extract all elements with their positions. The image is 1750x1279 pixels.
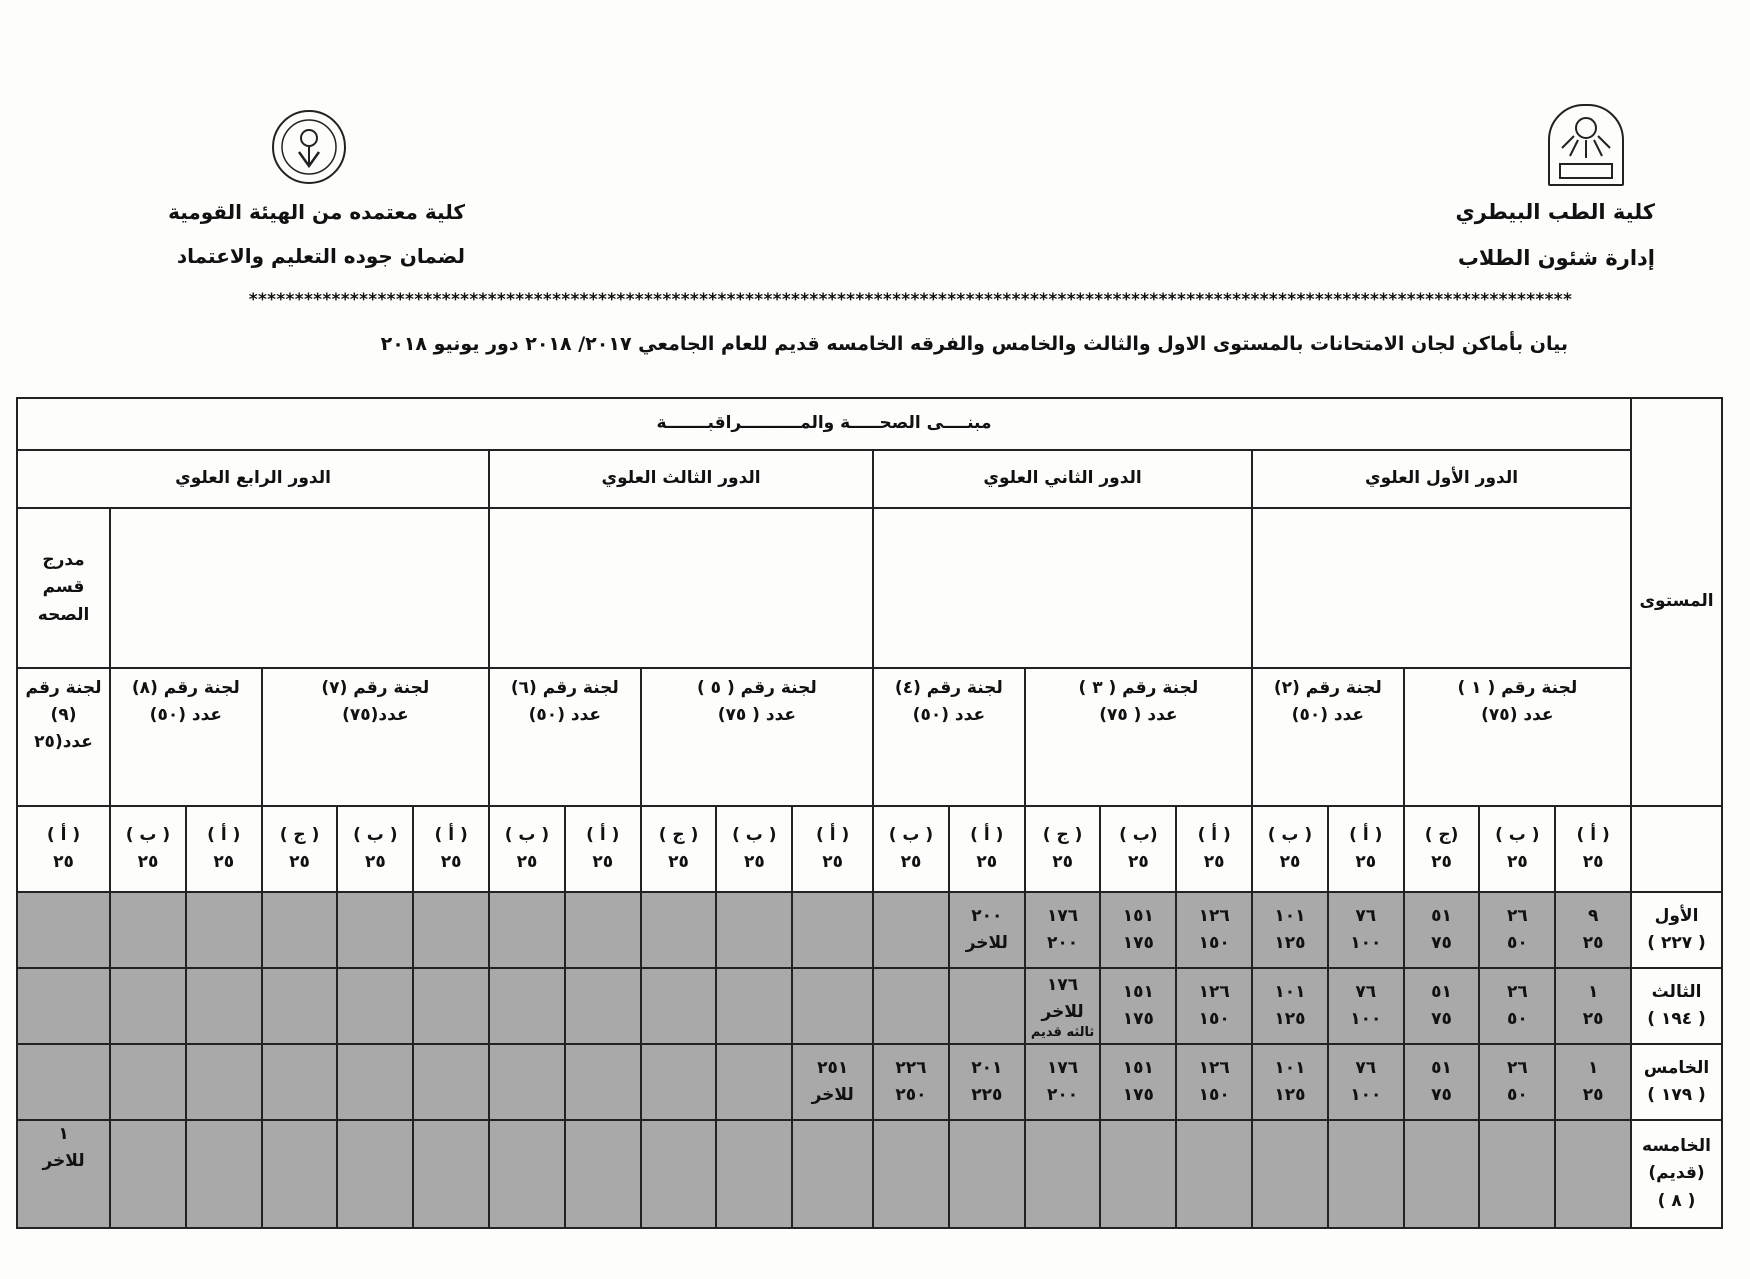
table-cell [1252,1120,1328,1228]
table-cell [413,1044,489,1120]
table-cell: ١٧٦ ٢٠٠ [1025,892,1101,968]
side-note-line: قسم [42,577,85,598]
section-header: ( أ ) ٢٥ [1555,806,1631,892]
side-note-line: الصحه [37,604,90,625]
section-header: ( أ ) ٢٥ [1328,806,1404,892]
table-cell [262,1120,338,1228]
table-cell: ٢٦ ٥٠ [1479,968,1555,1044]
table-cell: ٢٥١ للاخر [792,1044,873,1120]
table-cell [1176,1120,1252,1228]
committee-7: لجنة رقم (٧) عدد(٧٥) [262,668,489,806]
document-title: بيان بأماكن لجان الامتحانات بالمستوى الاول والثالث والخامس والفرقه الخامسه قديم للعام الجامعي ٢٠١٧/ ٢٠١٨ دور يونيو ٢٠١٨ [380,333,1568,355]
committee-4: لجنة رقم (٤) عدد (٥٠) [873,668,1025,806]
table-cell [489,968,565,1044]
committee-2: لجنة رقم (٢) عدد (٥٠) [1252,668,1404,806]
table-cell: ٢٠٠ للاخر [949,892,1025,968]
level-header: المستوى [1631,398,1722,806]
table-cell [337,1044,413,1120]
table-cell [873,892,949,968]
table-cell [565,892,641,968]
table-cell [716,1120,792,1228]
faculty-logo [270,108,348,186]
floor-3-header: الدور الثالث العلوي [489,450,873,508]
level-first: الأول ( ٢٢٧ ) [1631,892,1722,968]
accreditation-line-1: كلية معتمده من الهيئة القومية [168,200,465,224]
section-header: ( ب ) ٢٥ [1252,806,1328,892]
table-cell [565,1120,641,1228]
floor-1-header: الدور الأول العلوي [1252,450,1631,508]
health-hall-note [17,508,110,668]
table-cell [716,892,792,968]
table-cell [110,1044,186,1120]
table-cell: ١٥١ ١٧٥ [1100,1044,1176,1120]
table-cell: ٩ ٢٥ [1555,892,1631,968]
table-cell [262,1044,338,1120]
table-cell [110,892,186,968]
table-cell [873,968,949,1044]
floor-2-blank [873,508,1252,668]
table-cell [1100,1120,1176,1228]
building-header: مبنــــى الصحـــــة والمــــــــــراقبـــــــة [17,398,1631,450]
table-cell: ١٢٦ ١٥٠ [1176,968,1252,1044]
table-cell [949,1120,1025,1228]
section-header: ( ب ) ٢٥ [337,806,413,892]
table-cell: ١٥١ ١٧٥ [1100,892,1176,968]
table-cell: ١ ٢٥ [1555,968,1631,1044]
section-header: ( أ ) ٢٥ [17,806,110,892]
table-cell: ١٠١ ١٢٥ [1252,892,1328,968]
table-cell [1328,1120,1404,1228]
table-cell [641,1044,717,1120]
table-cell: ٢٦ ٥٠ [1479,892,1555,968]
table-cell [337,1120,413,1228]
table-cell [949,968,1025,1044]
table-cell [337,968,413,1044]
table-cell [413,892,489,968]
table-cell [110,968,186,1044]
table-cell [186,1044,262,1120]
section-header: ( ج ) ٢٥ [1025,806,1101,892]
table-cell [337,892,413,968]
table-cell [489,1120,565,1228]
table-cell: ١ ٢٥ [1555,1044,1631,1120]
table-cell [1404,1120,1480,1228]
section-header: ( أ ) ٢٥ [186,806,262,892]
floor-3-blank [489,508,873,668]
table-cell [792,892,873,968]
table-cell: ١٠١ ١٢٥ [1252,968,1328,1044]
section-header: ( ج ) ٢٥ [641,806,717,892]
table-cell: ٧٦ ١٠٠ [1328,1044,1404,1120]
table-cell [641,892,717,968]
table-cell: ٥١ ٧٥ [1404,968,1480,1044]
table-cell: ٢٦ ٥٠ [1479,1044,1555,1120]
faculty-seal-icon [270,108,348,186]
table-cell [110,1120,186,1228]
table-cell [641,1120,717,1228]
table-cell [413,1120,489,1228]
section-header: ( أ ) ٢٥ [792,806,873,892]
table-cell: ١٧٦ ٢٠٠ [1025,1044,1101,1120]
table-cell [1555,1120,1631,1228]
table-cell [489,892,565,968]
table-cell [792,968,873,1044]
table-cell [873,1120,949,1228]
table-cell [186,892,262,968]
section-header: ( ب ) ٢٥ [110,806,186,892]
floor-1-blank [1252,508,1631,668]
table-cell [716,968,792,1044]
table-cell [186,1120,262,1228]
section-header: ( أ ) ٢٥ [1176,806,1252,892]
table-cell: ١٢٦ ١٥٠ [1176,892,1252,968]
section-header: (ب ) ٢٥ [1100,806,1176,892]
committee-8: لجنة رقم (٨) عدد (٥٠) [110,668,262,806]
table-cell: ٥١ ٧٥ [1404,892,1480,968]
committee-1: لجنة رقم ( ١ ) عدد (٧٥) [1404,668,1631,806]
separator-line: ************************************************************************************************************************************************ [248,290,1573,310]
table-cell [17,1044,110,1120]
table-cell [413,968,489,1044]
table-cell [1025,1120,1101,1228]
table-cell [1479,1120,1555,1228]
table-cell [716,1044,792,1120]
faculty-name: كلية الطب البيطري [1455,200,1655,224]
committee-6: لجنة رقم (٦) عدد (٥٠) [489,668,641,806]
table-cell: ١٢٦ ١٥٠ [1176,1044,1252,1120]
table-cell [186,968,262,1044]
section-header: ( ب ) ٢٥ [489,806,565,892]
committee-5: لجنة رقم ( ٥ ) عدد ( ٧٥) [641,668,873,806]
level-fifth: الخامس ( ١٧٩ ) [1631,1044,1722,1120]
table-cell [17,968,110,1044]
table-cell: ٧٦ ١٠٠ [1328,892,1404,968]
table-cell [489,1044,565,1120]
table-cell: ١ للاخر [17,1120,110,1228]
table-cell [641,968,717,1044]
table-cell [565,1044,641,1120]
table-cell: ١٧٦ للاخر ثالثه قديم [1025,968,1101,1044]
table-cell: ٢٠١ ٢٢٥ [949,1044,1025,1120]
department-name: إدارة شئون الطلاب [1457,246,1655,270]
accreditation-line-2: لضمان جوده التعليم والاعتماد [176,244,465,268]
university-emblem-icon [1550,106,1622,184]
exam-committees-table [16,397,1723,1229]
section-header: ( ج ) ٢٥ [262,806,338,892]
section-header: ( ب ) ٢٥ [1479,806,1555,892]
table-cell: ٧٦ ١٠٠ [1328,968,1404,1044]
table-cell [262,968,338,1044]
table-cell: ٢٢٦ ٢٥٠ [873,1044,949,1120]
level-fifth-old: الخامسه (قديم) ( ٨ ) [1631,1120,1722,1228]
university-logo [1548,104,1624,186]
table-cell: ٥١ ٧٥ [1404,1044,1480,1120]
section-header: (ج ) ٢٥ [1404,806,1480,892]
section-header: ( ب ) ٢٥ [873,806,949,892]
table-cell [792,1120,873,1228]
section-header: ( أ ) ٢٥ [565,806,641,892]
table-cell: ١٠١ ١٢٥ [1252,1044,1328,1120]
table-cell [262,892,338,968]
side-note-line: مدرج [42,550,85,571]
committee-3: لجنة رقم ( ٣ ) عدد ( ٧٥) [1025,668,1252,806]
level-third: الثالث ( ١٩٤ ) [1631,968,1722,1044]
section-header: ( ب ) ٢٥ [716,806,792,892]
table-cell [565,968,641,1044]
committee-9: لجنة رقم (٩) عدد(٢٥ [17,668,110,806]
floor-2-header: الدور الثاني العلوي [873,450,1252,508]
section-header: ( أ ) ٢٥ [949,806,1025,892]
floor-4-header: الدور الرابع العلوي [17,450,489,508]
table-cell [17,892,110,968]
table-cell: ١٥١ ١٧٥ [1100,968,1176,1044]
floor-4-blank [110,508,489,668]
level-header-spacer [1631,806,1722,892]
section-header: ( أ ) ٢٥ [413,806,489,892]
